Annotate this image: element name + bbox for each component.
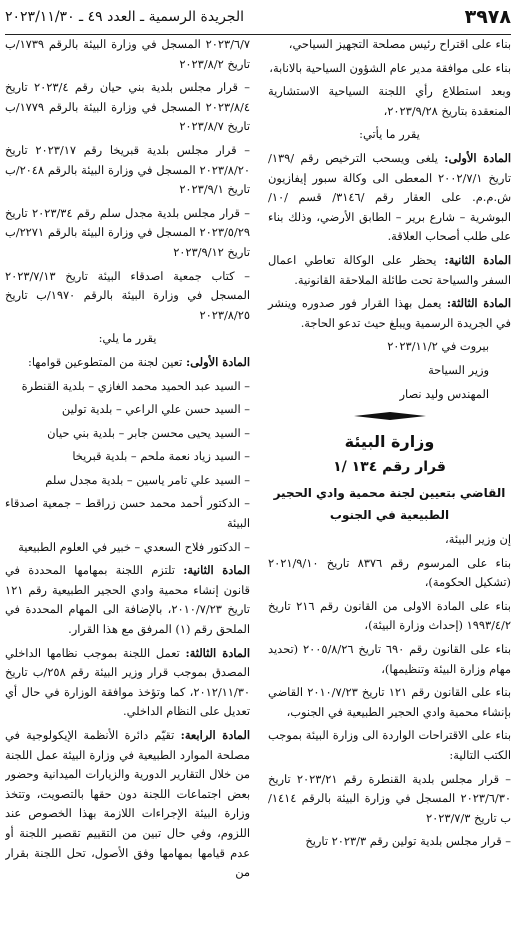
proposal-entry: – كتاب جمعية اصدقاء البيئة تاريخ ٢٠٢٣/٧/١٣ المسجل في وزارة البيئة بالرقم ١٩٧٠/ب تاريخ ٢٠٢٣/٨/٢٥ xyxy=(5,268,250,322)
article xyxy=(268,294,511,333)
article-label: المادة الأولى: xyxy=(444,150,511,165)
article-label: المادة الثانية: xyxy=(444,252,511,267)
proposal-entry: ٢٠٢٣/٦/٧ المسجل في وزارة البيئة بالرقم ١٧٣٩/ب تاريخ ٢٠٢٣/٨/٢ xyxy=(5,37,250,71)
article xyxy=(5,726,250,883)
committee-member: – الدكتور فلاح السعدي – خبير في العلوم الطبيعية xyxy=(18,539,250,554)
page-number: ٣٩٧٨ xyxy=(464,6,511,28)
columns xyxy=(5,35,511,931)
article xyxy=(5,561,250,639)
article-label: المادة الرابعة: xyxy=(180,728,250,742)
committee-member: – السيد زياد نعمة ملحم – بلدية قبريخا xyxy=(72,449,250,464)
consideration: بناء على المرسوم رقم ٨٣٧٦ تاريخ ٢٠٢١/٩/١٠ (تشكيل الحكومة)، xyxy=(268,555,511,590)
decides-heading: يقرر ما يأتي: xyxy=(359,127,420,142)
intro-line: وبعد استطلاع رأي اللجنة السياحية الاستشارية المنعقدة بتاريخ ٢٠٢٣/٩/٢٨، xyxy=(268,84,511,118)
article xyxy=(5,644,250,722)
article-text: تعمل اللجنة بموجب نظامها الداخلي المصدق بموجب قرار وزير البيئة رقم ٢٥٨/ب تاريخ ٢٠١٢/١١/٣٠، كما وتؤخذ موافقة الوزارة في حال أي تعديل على النظام الداخلي. xyxy=(5,645,250,719)
proposal-entry: – قرار مجلس بلدية مجدل سلم رقم ٢٠٢٣/٣٤ تاريخ ٢٠٢٣/٥/٢٩ المسجل في وزارة البيئة بالرقم ٢٢٧١/ب تاريخ ٢٠٢٣/٩/١٢ xyxy=(5,205,250,259)
page-header xyxy=(5,0,511,35)
article-label: المادة الثالثة: xyxy=(446,296,511,311)
decree-number: قرار رقم ١٣٤ /١ xyxy=(333,459,446,476)
committee-member: – السيد حسن علي الراعي – بلدية تولين xyxy=(61,402,250,417)
article-text: تعين لجنة من المتطوعين قوامها: xyxy=(28,354,186,369)
consideration: بناء على الاقتراحات الواردة الى وزارة البيئة بموجب الكتب التالية: xyxy=(268,728,511,763)
consideration: – قرار مجلس بلدية تولين رقم ٢٠٢٣/٣ تاريخ xyxy=(305,834,511,849)
article xyxy=(5,353,250,373)
gazette-issue-title: الجريدة الرسمية ـ العدد ٤٩ ـ ٢٠٢٣/١١/٣٠ xyxy=(5,9,244,25)
article-text: تلتزم اللجنة بمهامها المحددة في قانون إنشاء محمية وادي الحجير الطبيعية رقم ١٢١ تاريخ ٢٠١٠/٧/٢٣، بالإضافة الى المهام المحددة في الملحق رقم (١) المرفق مع هذا القرار. xyxy=(5,563,250,637)
consideration: – قرار مجلس بلدية القنطرة رقم ٢٠٢٣/٢١ تاريخ ٢٠٢٣/٦/٣٠ المسجل في وزارة البيئة بالرقم ١٤١٤/ب تاريخ ٢٠٢٣/٧/٣ xyxy=(268,771,511,825)
committee-member: – الدكتور أحمد محمد حسن زراقط – جمعية اصدقاء البيئة xyxy=(5,496,250,531)
committee-member: – السيد يحيى محسن جابر – بلدية بني حيان xyxy=(47,425,250,440)
ministry-heading: وزارة البيئة xyxy=(344,432,435,452)
separator-ornament xyxy=(354,412,426,420)
intro-line: بناء على موافقة مدير عام الشؤون السياحية بالانابة، xyxy=(269,60,511,75)
article xyxy=(268,251,511,290)
right-column xyxy=(264,35,511,931)
article-text: يعمل بهذا القرار فور صدوره وينشر في الجريدة الرسمية ويبلغ حيث تدعو الحاجة. xyxy=(268,296,511,330)
article-text: يحظر على الوكالة تعاطي اعمال السفر والسياحة تحت طائلة الملاحقة القانونية. xyxy=(268,252,511,287)
signature-place-date: بيروت في ٢٠٢٣/١١/٢ xyxy=(387,339,489,354)
article-text: يلغى ويسحب الترخيص رقم /١٣٩/ تاريخ ٢٠٠٢/٧/١ المعطى الى وكالة سبور إيفازيون ش.م.م. على العقار رقم /٣١٤٦/ قسم /١٠/ البوشرية – شارع برير – الطابق الأرضي، وذلك بناء على طلب أصحاب العلاقة. xyxy=(268,150,511,244)
proposal-entry: – قرار مجلس بلدية بني حيان رقم ٢٠٢٣/٤ تاريخ ٢٠٢٣/٨/٤ المسجل في وزارة البيئة بالرقم ١٧٧٩/ب تاريخ ٢٠٢٣/٨/٧ xyxy=(5,80,250,134)
article xyxy=(268,149,511,247)
minister-intro: إن وزير البيئة، xyxy=(445,532,511,547)
article-label: المادة الثالثة: xyxy=(185,645,250,660)
article-label: المادة الأولى: xyxy=(185,354,250,369)
decides-heading: يقرر ما يلي: xyxy=(98,331,157,346)
signature-block xyxy=(268,337,511,404)
article-text: تقيّم دائرة الأنظمة الإيكولوجية في مصلحة الموارد الطبيعية في وزارة البيئة عمل اللجنة من خلال التقارير الدورية والزيارات الميدانية وحضور بعض اجتماعات اللجنة دون حقها بالتصويت، وتتخذ وزارة البيئة الإجراءات اللازمة بهذا الخصوص عند اللزوم، وفي حال تبين من التقييم تقصير اللجنة أو عدم قيامها بمهامها وفق الأصول، تحل اللجنة بقرار من xyxy=(5,728,250,880)
left-column xyxy=(5,35,252,931)
intro-line: بناء على اقتراح رئيس مصلحة التجهيز السياحي، xyxy=(288,37,511,51)
signature-role: وزير السياحة xyxy=(428,362,489,377)
consideration: بناء على القانون رقم ١٢١ تاريخ ٢٠١٠/٧/٢٣ القاضي بإنشاء محمية وادي الحجير الطبيعية في الجنوب، xyxy=(268,685,511,719)
decree-subject: القاضي بتعيين لجنة محمية وادي الحجير الطبيعية في الجنوب xyxy=(273,486,506,523)
article-label: المادة الثانية: xyxy=(183,563,250,578)
committee-member: – السيد علي تامر ياسين – بلدية مجدل سلم xyxy=(45,472,250,487)
signature-name: المهندس وليد نصار xyxy=(399,386,489,401)
consideration: بناء على القانون رقم ٦٩٠ تاريخ ٢٠٠٥/٨/٢٦ (تحديد مهام وزارة البيئة وتنظيمها)، xyxy=(268,642,511,676)
committee-member: – السيد عبد الحميد محمد الغازي – بلدية القنطرة xyxy=(21,378,250,393)
consideration: بناء على المادة الاولى من القانون رقم ٢١٦ تاريخ ١٩٩٣/٤/٢ (إحداث وزارة البيئة)، xyxy=(268,598,511,633)
section-separator xyxy=(268,412,511,420)
proposal-entry: – قرار مجلس بلدية قبريخا رقم ٢٠٢٣/١٧ تاريخ ٢٠٢٣/٨/٢٠ المسجل في وزارة البيئة بالرقم ٢٠٤٨/ب تاريخ ٢٠٢٣/٩/١ xyxy=(5,142,250,197)
